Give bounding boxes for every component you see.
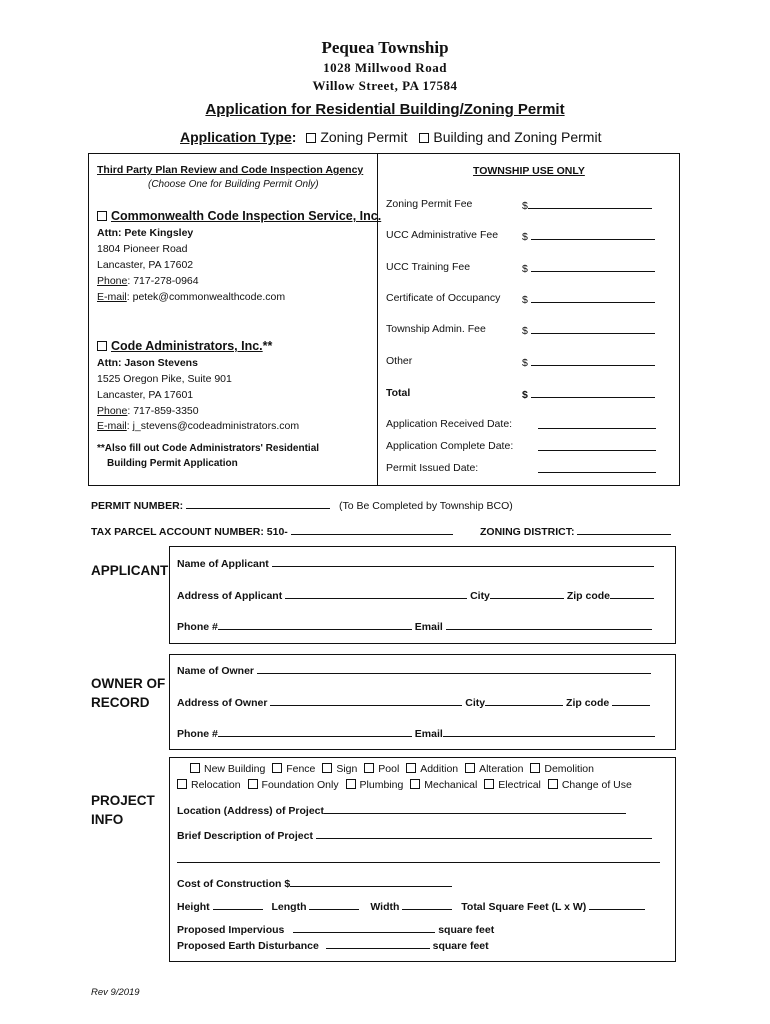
- zoning-district-field[interactable]: [577, 524, 671, 535]
- addition-checkbox[interactable]: [406, 763, 416, 773]
- project-cost-row: [177, 876, 452, 890]
- project-description-label: Brief Description of Project: [177, 830, 313, 842]
- type-mechanical: Mechanical: [424, 779, 478, 791]
- owner-address-field[interactable]: [270, 695, 462, 706]
- project-location-row: [177, 803, 626, 817]
- dollar-sign: $: [522, 231, 528, 243]
- project-types-row1: [190, 763, 594, 775]
- width-label: Width: [370, 901, 400, 913]
- owner-city-field[interactable]: [485, 695, 563, 706]
- fee-zoning-field[interactable]: [528, 198, 652, 209]
- fee-label-admin: Township Admin. Fee: [386, 323, 486, 335]
- date-issued-field[interactable]: [538, 462, 656, 473]
- type-pool: Pool: [378, 763, 400, 775]
- demolition-checkbox[interactable]: [530, 763, 540, 773]
- cai-city: Lancaster, PA 17601: [97, 389, 194, 401]
- permit-number-row: [91, 498, 513, 512]
- applicant-section-label: APPLICANT: [91, 563, 169, 578]
- length-label: Length: [271, 901, 307, 913]
- applicant-zip-field[interactable]: [610, 588, 654, 599]
- cai-phone-label: Phone: [97, 405, 128, 417]
- fee-coo-field[interactable]: [531, 292, 655, 303]
- fee-label-ucc-training: UCC Training Fee: [386, 261, 471, 273]
- cai-email-row: [97, 420, 299, 432]
- type-relocation: Relocation: [191, 779, 241, 791]
- type-sign: Sign: [336, 763, 358, 775]
- total-sqft-field[interactable]: [589, 899, 645, 910]
- project-location-field[interactable]: [324, 803, 626, 814]
- impervious-field[interactable]: [293, 922, 435, 933]
- owner-phone-label: Phone #: [177, 728, 218, 740]
- dollar-sign: $: [522, 357, 528, 369]
- impervious-label: Proposed Impervious: [177, 924, 285, 936]
- impervious-unit: square feet: [438, 924, 495, 936]
- fee-other: [522, 355, 655, 369]
- cai-option: [97, 339, 272, 353]
- applicant-zip-label: Zip code: [566, 590, 610, 602]
- applicant-name-label: Name of Applicant: [177, 558, 269, 570]
- fee-ucc-admin: [522, 229, 655, 243]
- length-field[interactable]: [309, 899, 359, 910]
- permit-number-field[interactable]: [186, 498, 330, 509]
- applicant-address-row: [177, 588, 654, 602]
- agency-heading: Third Party Plan Review and Code Inspection Agency: [97, 164, 364, 176]
- ccis-email: : petek@commonwealthcode.com: [126, 291, 286, 303]
- type-change-of-use: Change of Use: [561, 779, 632, 791]
- impervious-row: [177, 922, 494, 936]
- ccis-option: [97, 209, 381, 223]
- type-fence: Fence: [286, 763, 316, 775]
- fee-label-total: Total: [386, 387, 411, 399]
- fee-label-zoning: Zoning Permit Fee: [386, 198, 473, 210]
- type-demolition: Demolition: [544, 763, 594, 775]
- owner-address-row: [177, 695, 650, 709]
- agency-subheading: (Choose One for Building Permit Only): [148, 179, 319, 190]
- fee-label-ucc-admin: UCC Administrative Fee: [386, 229, 499, 241]
- ccis-street: 1804 Pioneer Road: [97, 243, 188, 255]
- project-section-label-1: PROJECT: [91, 793, 155, 808]
- fee-ucc-training-field[interactable]: [531, 261, 655, 272]
- fee-ucc-training: [522, 261, 655, 275]
- cai-email-label: E-mail: [97, 420, 127, 432]
- permit-note: (To Be Completed by Township BCO): [339, 500, 513, 512]
- owner-zip-label: Zip code: [566, 697, 610, 709]
- type-alteration: Alteration: [479, 763, 524, 775]
- pool-checkbox[interactable]: [364, 763, 374, 773]
- project-location-label: Location (Address) of Project: [177, 805, 325, 817]
- disturbance-field[interactable]: [326, 938, 430, 949]
- owner-phone-row: [177, 726, 655, 740]
- cai-name: Code Administrators, Inc.: [111, 339, 263, 353]
- disturbance-label: Proposed Earth Disturbance: [177, 940, 319, 952]
- owner-section-label-2: RECORD: [91, 695, 150, 710]
- ccis-phone-label: Phone: [97, 275, 128, 287]
- project-types-row2: [177, 779, 632, 791]
- owner-address-label: Address of Owner: [177, 697, 268, 709]
- project-dimensions-row: [177, 899, 645, 913]
- applicant-phone-field[interactable]: [218, 619, 412, 630]
- dollar-sign: $: [522, 263, 528, 275]
- owner-email-field[interactable]: [443, 726, 655, 737]
- applicant-name-field[interactable]: [272, 556, 654, 567]
- fee-zoning: [522, 198, 652, 212]
- cai-checkbox[interactable]: [97, 341, 107, 351]
- relocation-checkbox[interactable]: [177, 779, 187, 789]
- building-zoning-permit-checkbox[interactable]: [419, 133, 429, 143]
- project-cost-label: Cost of Construction $: [177, 878, 291, 890]
- height-label: Height: [177, 901, 210, 913]
- project-description-row2: [177, 852, 660, 866]
- cai-attn: Attn: Jason Stevens: [97, 357, 198, 369]
- tax-parcel-field[interactable]: [291, 524, 453, 535]
- date-label-received: Application Received Date:: [386, 418, 513, 430]
- owner-name-field[interactable]: [257, 663, 651, 674]
- ccis-attn: Attn: Pete Kingsley: [97, 227, 194, 239]
- electrical-checkbox[interactable]: [484, 779, 494, 789]
- fee-admin-field[interactable]: [531, 323, 655, 334]
- applicant-address-field[interactable]: [285, 588, 467, 599]
- cai-phone-row: [97, 405, 199, 417]
- ccis-email-label: E-mail: [97, 291, 127, 303]
- applicant-name-row: [177, 556, 654, 570]
- applicant-email-field[interactable]: [446, 619, 652, 630]
- tax-parcel-row: [91, 524, 453, 538]
- ccis-name: Commonwealth Code Inspection Service, Inc.: [111, 209, 382, 223]
- fee-total: [522, 387, 655, 401]
- dollar-sign: $: [522, 294, 528, 306]
- dollar-sign: $: [522, 325, 528, 337]
- type-electrical: Electrical: [498, 779, 541, 791]
- applicant-phone-row: [177, 619, 652, 633]
- cai-stars: **: [262, 339, 273, 353]
- fee-total-field[interactable]: [531, 387, 655, 398]
- cai-email: : j_stevens@codeadministrators.com: [126, 420, 300, 432]
- applicant-city-field[interactable]: [490, 588, 564, 599]
- agency-divider: [377, 153, 378, 486]
- fee-label-other: Other: [386, 355, 413, 367]
- date-label-complete: Application Complete Date:: [386, 440, 514, 452]
- tax-parcel-label: TAX PARCEL ACCOUNT NUMBER: 510-: [91, 526, 288, 538]
- application-type-row: [180, 129, 601, 145]
- fee-coo: [522, 292, 655, 306]
- application-type-label: Application Type: [180, 129, 292, 145]
- new-building-checkbox[interactable]: [190, 763, 200, 773]
- type-plumbing: Plumbing: [359, 779, 404, 791]
- owner-zip-field[interactable]: [612, 695, 650, 706]
- fee-other-field[interactable]: [531, 355, 655, 366]
- cai-phone: : 717-859-3350: [127, 405, 199, 417]
- type-foundation-only: Foundation Only: [261, 779, 339, 791]
- applicant-email-label: Email: [414, 621, 443, 633]
- cai-note-line1: **Also fill out Code Administrators' Residential: [97, 443, 320, 454]
- cai-street: 1525 Oregon Pike, Suite 901: [97, 373, 232, 385]
- building-zoning-permit-label: Building and Zoning Permit: [433, 129, 602, 145]
- project-section-label-2: INFO: [91, 812, 124, 827]
- ccis-phone: : 717-278-0964: [127, 275, 199, 287]
- owner-phone-field[interactable]: [218, 726, 412, 737]
- fee-ucc-admin-field[interactable]: [531, 229, 655, 240]
- applicant-city-label: City: [470, 590, 490, 602]
- fence-checkbox[interactable]: [272, 763, 282, 773]
- date-label-issued: Permit Issued Date:: [386, 462, 479, 474]
- ccis-email-row: [97, 291, 285, 303]
- ccis-city: Lancaster, PA 17602: [97, 259, 194, 271]
- alteration-checkbox[interactable]: [465, 763, 475, 773]
- zoning-permit-checkbox[interactable]: [306, 133, 316, 143]
- applicant-phone-label: Phone #: [177, 621, 218, 633]
- fee-admin: [522, 323, 655, 337]
- township-street: 1028 Millwood Road: [323, 60, 447, 75]
- form-title: Application for Residential Building/Zoning Permit: [205, 101, 565, 118]
- ccis-checkbox[interactable]: [97, 211, 107, 221]
- date-received-field[interactable]: [538, 418, 656, 429]
- township-name: Pequea Township: [321, 38, 449, 57]
- permit-number-label: PERMIT NUMBER:: [91, 500, 184, 512]
- zoning-district-row: [480, 524, 671, 538]
- total-sqft-label: Total Square Feet (L x W): [461, 901, 587, 913]
- disturbance-unit: square feet: [432, 940, 489, 952]
- owner-name-label: Name of Owner: [177, 665, 255, 677]
- type-addition: Addition: [420, 763, 459, 775]
- zoning-permit-label: Zoning Permit: [320, 129, 408, 145]
- application-type-colon: :: [291, 129, 297, 145]
- change-of-use-checkbox[interactable]: [548, 779, 558, 789]
- revision-label: Rev 9/2019: [91, 987, 140, 998]
- project-description-field[interactable]: [316, 828, 652, 839]
- project-description-field-2[interactable]: [177, 852, 660, 863]
- disturbance-row: [177, 938, 489, 952]
- width-field[interactable]: [402, 899, 452, 910]
- applicant-address-label: Address of Applicant: [177, 590, 283, 602]
- zoning-district-label: ZONING DISTRICT:: [480, 526, 575, 538]
- owner-email-label: Email: [414, 728, 443, 740]
- date-complete-field[interactable]: [538, 440, 656, 451]
- foundation-only-checkbox[interactable]: [248, 779, 258, 789]
- sign-checkbox[interactable]: [322, 763, 332, 773]
- dollar-sign: $: [522, 389, 528, 401]
- type-new-building: New Building: [204, 763, 266, 775]
- mechanical-checkbox[interactable]: [410, 779, 420, 789]
- project-cost-field[interactable]: [290, 876, 452, 887]
- fee-label-coo: Certificate of Occupancy: [386, 292, 501, 304]
- height-field[interactable]: [213, 899, 263, 910]
- owner-name-row: [177, 663, 651, 677]
- plumbing-checkbox[interactable]: [346, 779, 356, 789]
- township-city: Willow Street, PA 17584: [312, 78, 458, 93]
- township-use-heading: TOWNSHIP USE ONLY: [473, 165, 585, 177]
- cai-note-line2: Building Permit Application: [107, 458, 238, 469]
- ccis-phone-row: [97, 275, 199, 287]
- dollar-sign: $: [522, 200, 528, 212]
- project-description-row: [177, 828, 652, 842]
- owner-city-label: City: [465, 697, 486, 709]
- owner-section-label-1: OWNER OF: [91, 676, 166, 691]
